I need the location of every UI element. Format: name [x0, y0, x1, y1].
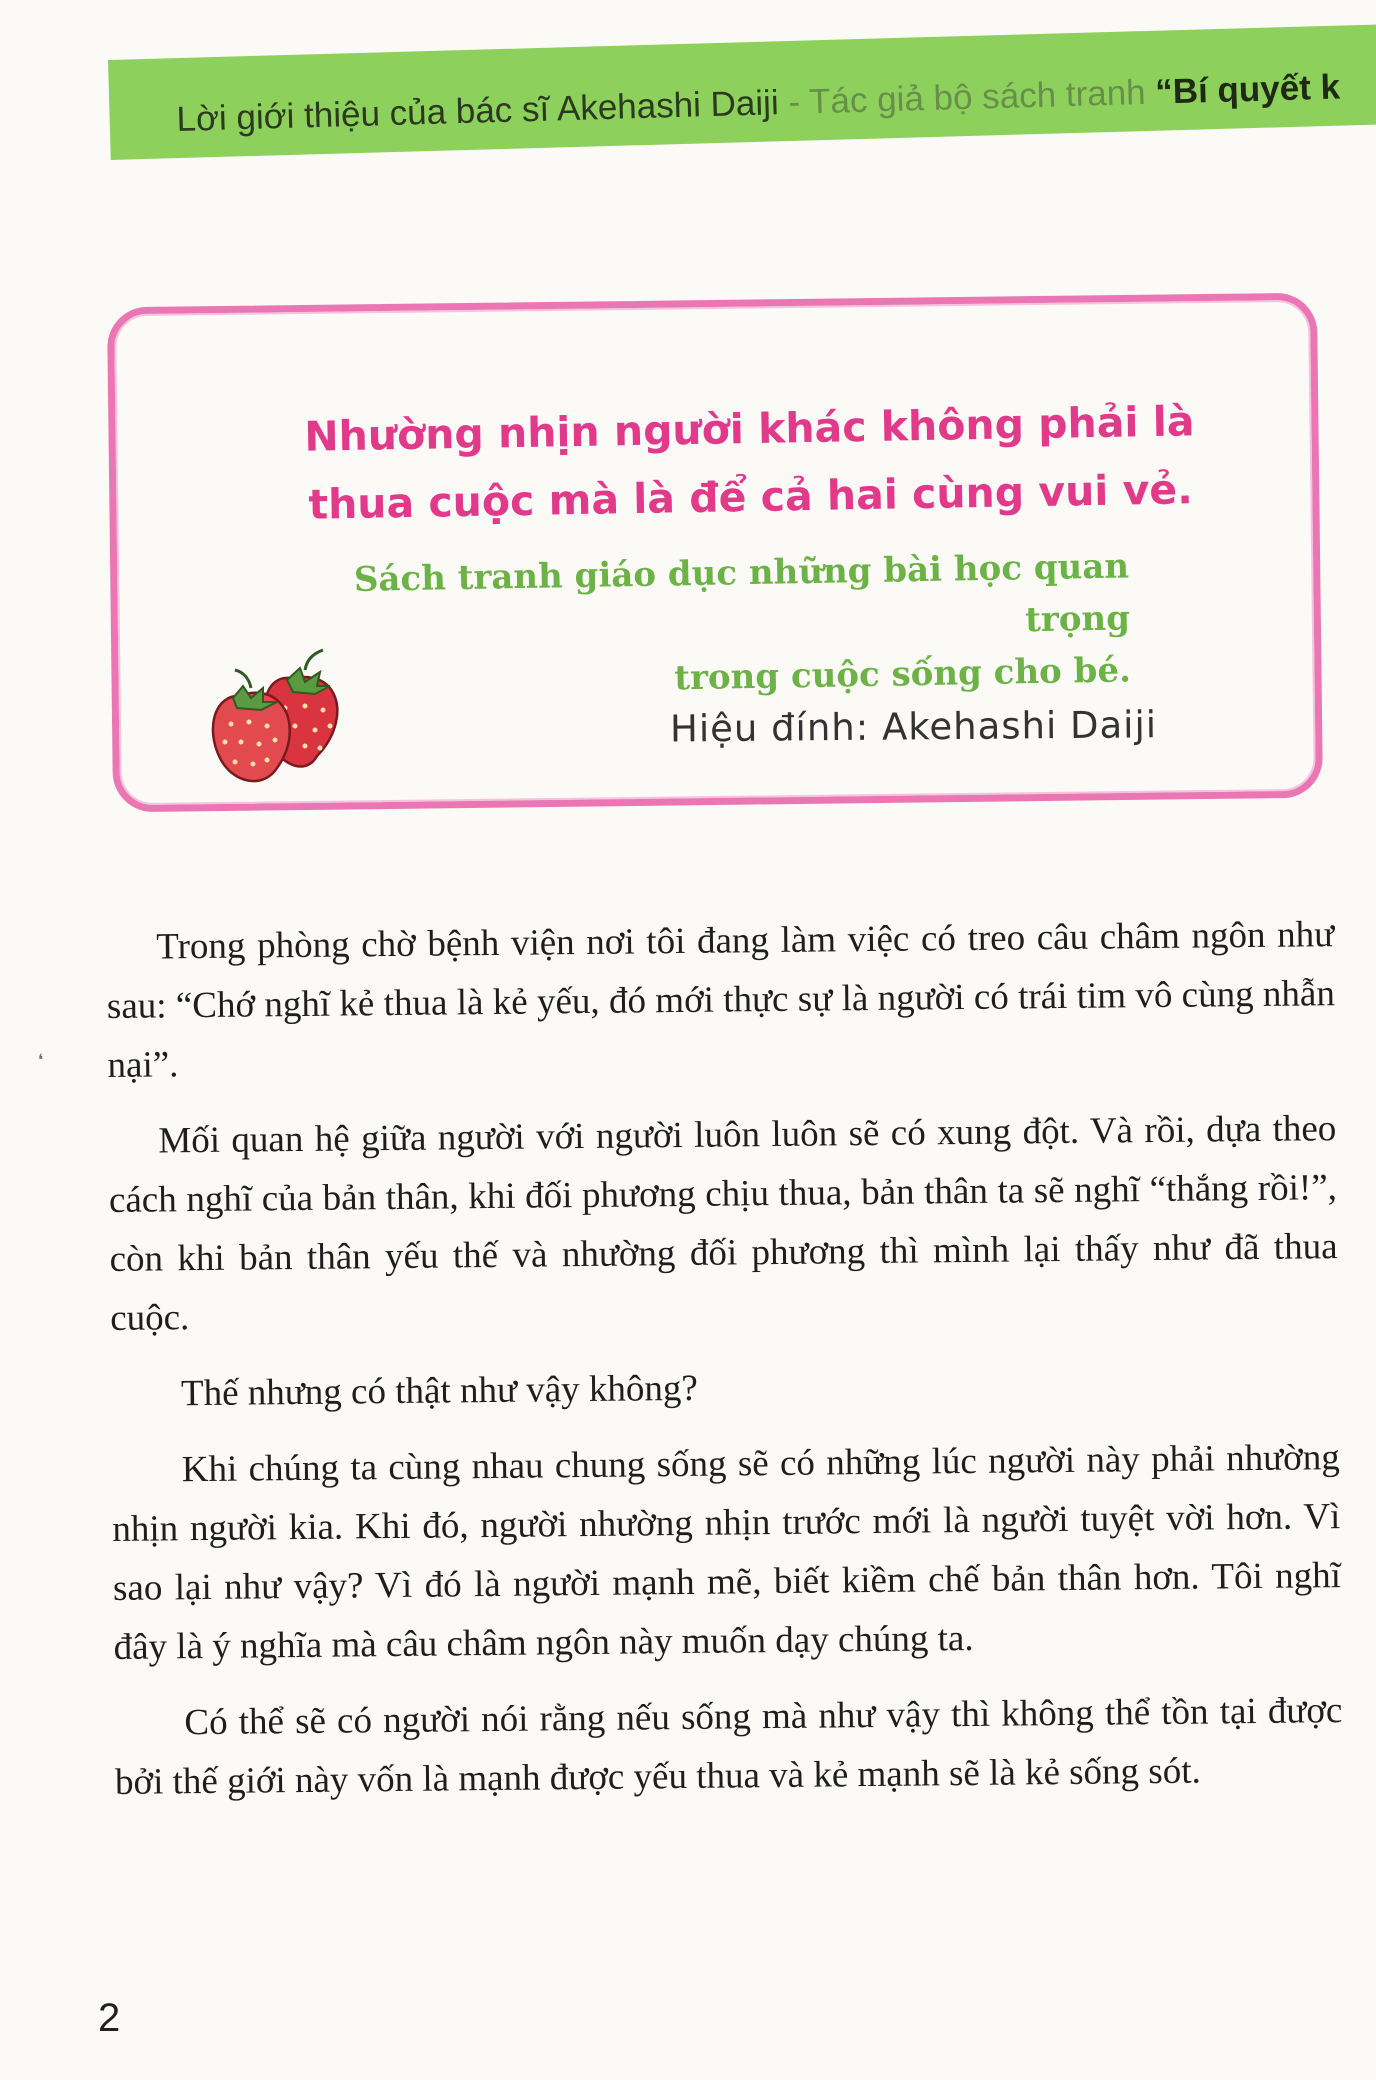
quote-subtitle-line-1: Sách tranh giáo dục những bài học quan trọng: [353, 546, 1131, 641]
header-bold: “Bí quyết k: [1154, 67, 1341, 112]
stray-ink-mark: ❛: [38, 1052, 44, 1069]
quote-subtitle-line-2: trong cuộc sống cho bé.: [673, 650, 1132, 699]
strawberries-icon: [205, 638, 385, 793]
paragraph-5: Có thể sẽ có người nói rằng nếu sống mà như vậy thì không thể tồn tại được bởi thế giới này vốn là mạnh được yếu thua và kẻ mạnh sẽ là kẻ sống sót.: [114, 1690, 1343, 1803]
quote-title: [299, 387, 1201, 539]
header-dimmed: - Tác giả bộ sách tranh: [778, 72, 1156, 123]
quote-title-line-1: Nhường nhịn người khác không phải là: [303, 397, 1195, 461]
paragraph-2: Mối quan hệ giữa người với người luôn luôn sẽ có xung đột. Và rồi, dựa theo cách nghĩ của bản thân, khi đối phương chịu thua, bản thân ta sẽ nghĩ “thắng rồi!”, còn khi bản thân yếu thế và nhường đối phương thì mình lại thấy như đã thua cuộc.: [108, 1108, 1338, 1339]
paragraph-3: Thế nhưng có thật như vậy không?: [180, 1367, 699, 1415]
quote-subtitle: [259, 540, 1132, 711]
editor-credit: Hiệu đính: Akehashi Daiji: [669, 703, 1158, 751]
quote-title-line-2: thua cuộc mà là để cả hai cùng vui vẻ.: [308, 465, 1194, 529]
paragraph-1: Trong phòng chờ bệnh viện nơi tôi đang làm việc có treo câu châm ngôn như sau: “Chớ nghĩ kẻ thua là kẻ yếu, đó mới thực sự là người có trái tim vô cùng nhẫn nại”.: [106, 914, 1336, 1086]
paragraph-4: Khi chúng ta cùng nhau chung sống sẽ có những lúc người này phải nhường nhịn người kia. Khi đó, người nhường nhịn trước mới là người tuyệt vời hơn. Vì sao lại như vậy? Vì đó là người mạnh mẽ, biết kiềm chế bản thân hơn. Tôi nghĩ đây là ý nghĩa mà câu châm ngôn này muốn dạy chúng ta.: [112, 1437, 1342, 1668]
page-number: 2: [98, 1996, 121, 2040]
body-text: [106, 905, 1343, 1829]
header-prefix: Lời giới thiệu của bác sĩ Akehashi Daiji: [176, 83, 780, 139]
